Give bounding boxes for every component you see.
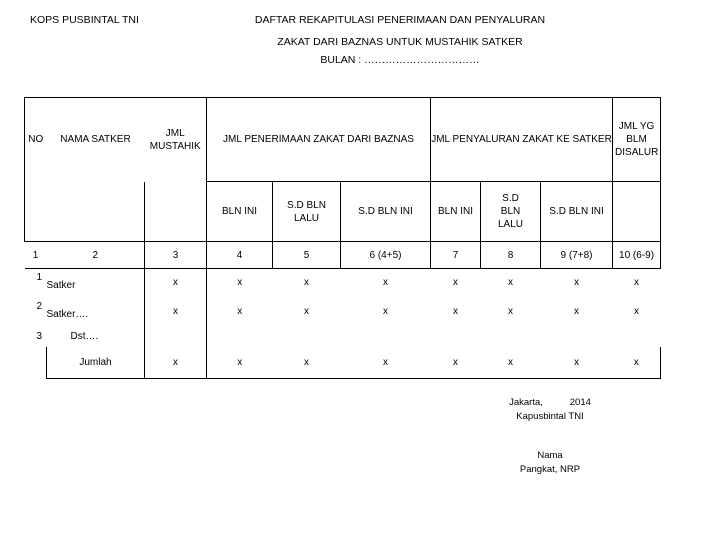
table-cell: x [304, 277, 309, 288]
col-number: 3 [145, 242, 207, 269]
document-title: DAFTAR REKAPITULASI PENERIMAAN DAN PENYALURAN [254, 14, 546, 26]
row-number: 1 [36, 272, 43, 283]
table-cell [145, 327, 207, 347]
header-jml-mustahik: JML MUSTAHIK [145, 98, 207, 182]
signature-name: Nama [537, 450, 563, 461]
table-cell: x [574, 277, 580, 288]
total-cell: x [341, 347, 431, 378]
header-no: NO [25, 98, 47, 182]
row-label [25, 269, 145, 299]
header-penerimaan-sd-bln-ini: S.D BLN INI [341, 182, 431, 242]
total-row [25, 347, 661, 378]
total-cell: x [431, 347, 481, 378]
table-cell: x [508, 306, 514, 317]
header-belum-disalur: JML YG BLM DISALUR [613, 98, 661, 182]
total-cell: x [145, 347, 207, 378]
table-cell: x [237, 277, 243, 288]
col-number: 8 [481, 242, 541, 269]
header-penyaluran-bln-ini: BLN INI [431, 182, 481, 242]
header-mustahik-blank [145, 182, 207, 242]
row-label [25, 327, 145, 347]
table-cell: x [508, 277, 514, 288]
table-cell [341, 327, 431, 347]
col-number: 1 [25, 242, 47, 269]
table-cell [207, 327, 273, 347]
row-number: 2 [36, 301, 43, 312]
signature-year: 2014 [569, 397, 591, 408]
table-cell [273, 327, 341, 347]
col-number: 2 [47, 242, 145, 269]
table-cell: x [145, 269, 207, 299]
row-number: 3 [36, 331, 43, 342]
header-penerimaan-sd-bln-lalu: S.D BLN LALU [273, 182, 341, 242]
col-number: 6 (4+5) [341, 242, 431, 269]
col-number: 9 (7+8) [541, 242, 613, 269]
recap-table [24, 97, 661, 379]
table-cell: x [383, 277, 388, 288]
table-row [25, 269, 661, 299]
table-cell [541, 327, 613, 347]
total-cell: x [481, 347, 541, 378]
header-penerimaan-bln-ini: BLN INI [207, 182, 273, 242]
table-row [25, 298, 661, 327]
total-cell: x [613, 347, 661, 378]
header-nama-satker: NAMA SATKER [47, 98, 145, 182]
col-number: 5 [273, 242, 341, 269]
document-month: BULAN : …………………………… [320, 54, 480, 66]
header-nama-blank [47, 182, 145, 242]
row-satker-name: Dst…. [70, 331, 99, 342]
total-label: Jumlah [47, 347, 145, 378]
col-number: 7 [431, 242, 481, 269]
table-cell: x [383, 306, 388, 317]
document-subtitle: ZAKAT DARI BAZNAS UNTUK MUSTAHIK SATKER [277, 36, 523, 48]
table-cell: x [145, 298, 207, 327]
table-row [25, 327, 661, 347]
table-cell [481, 327, 541, 347]
header-penyaluran-sd-bln-lalu: S.D BLN LALU [481, 182, 541, 242]
total-cell: x [541, 347, 613, 378]
header-penyaluran-sd-bln-ini: S.D BLN INI [541, 182, 613, 242]
row-satker-name: Satker…. [46, 309, 89, 320]
table-cell: x [634, 306, 640, 317]
table-cell: x [574, 306, 580, 317]
table-cell: x [304, 306, 309, 317]
letterhead: KOPS PUSBINTAL TNI [30, 14, 139, 26]
table-cell: x [634, 277, 640, 288]
total-cell: x [207, 347, 273, 378]
table-cell: x [237, 306, 243, 317]
total-cell: x [273, 347, 341, 378]
table-cell [431, 327, 481, 347]
row-satker-name: Satker [46, 280, 76, 291]
table-cell [613, 327, 661, 347]
table-cell: x [453, 306, 459, 317]
col-number: 10 (6-9) [613, 242, 661, 269]
signature-place: Jakarta, [509, 397, 543, 408]
signature-place-date [470, 396, 630, 410]
signature-office: Kapusbintal TNI [516, 411, 584, 422]
header-penyaluran: JML PENYALURAN ZAKAT KE SATKER [431, 98, 613, 182]
row-label [25, 298, 145, 327]
header-belum-blank [613, 182, 661, 242]
signature-rank: Pangkat, NRP [519, 464, 581, 475]
table-cell: x [453, 277, 459, 288]
col-number: 4 [207, 242, 273, 269]
header-penerimaan: JML PENERIMAAN ZAKAT DARI BAZNAS [207, 98, 431, 182]
header-no-blank [25, 182, 47, 242]
